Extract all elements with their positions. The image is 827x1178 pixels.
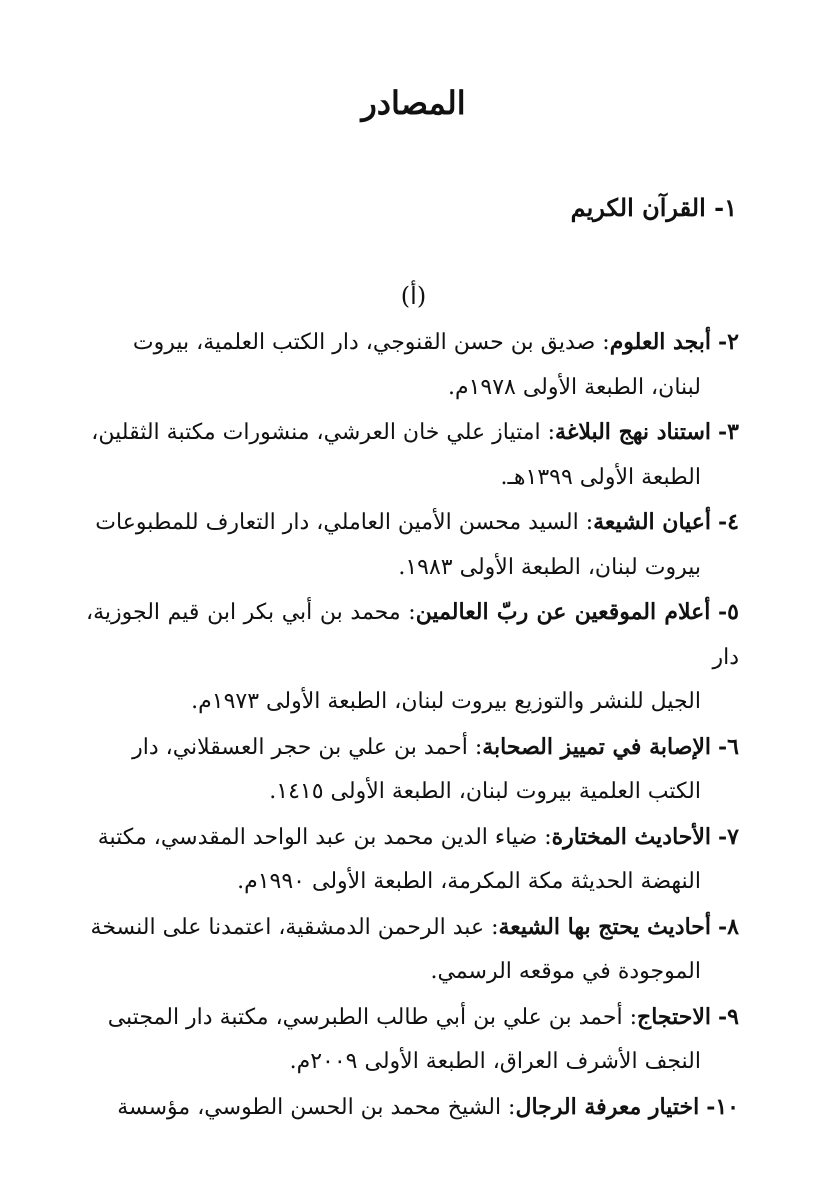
entry-continuation: الجيل للنشر والتوزيع بيروت لبنان، الطبعة الأولى ١٩٧٣م. [191, 689, 701, 714]
section-letter-heading: (أ) [400, 282, 427, 310]
entry-number: ٥- [718, 599, 739, 625]
reference-entry [86, 320, 739, 410]
entry-details: : أحمد بن علي بن أبي طالب الطبرسي، مكتبة دار المجتبى [107, 1004, 638, 1030]
reference-entry [86, 410, 739, 500]
entry-book-title: اختيار معرفة الرجال [515, 1093, 700, 1120]
entry-number: ٧- [718, 823, 739, 850]
entry-details: : محمد بن أبي بكر ابن قيم الجوزية، دار [86, 600, 739, 670]
entry-number: ١٠- [706, 1093, 739, 1120]
reference-entry [86, 815, 739, 905]
first-reference-quran: ١- القرآن الكريم [570, 193, 737, 222]
entry-book-title: أبجد العلوم [609, 329, 712, 355]
reference-entry [86, 905, 739, 995]
entry-continuation: الطبعة الأولى ١٣٩٩هـ. [500, 464, 701, 490]
entry-number: ٤- [718, 509, 739, 535]
entry-number: ٢- [718, 329, 739, 355]
entry-number: ٣- [718, 419, 739, 445]
page-title: المصادر [361, 84, 466, 122]
entry-continuation: لبنان، الطبعة الأولى ١٩٧٨م. [447, 374, 701, 400]
reference-entry [86, 500, 739, 590]
reference-entry [86, 590, 739, 725]
entry-book-title: الاحتجاج [637, 1003, 712, 1030]
entry-details: : أحمد بن علي بن حجر العسقلاني، دار [132, 734, 483, 760]
entry-details: : السيد محسن الأمين العاملي، دار التعارف للمطبوعات [95, 510, 594, 535]
entry-continuation: النهضة الحديثة مكة المكرمة، الطبعة الأولى ١٩٩٠م. [237, 869, 701, 894]
entry-details: : صديق بن حسن القنوجي، دار الكتب العلمية، بيروت [132, 330, 610, 355]
entry-continuation: بيروت لبنان، الطبعة الأولى ١٩٨٣. [398, 554, 701, 580]
entry-number: ٨- [718, 913, 739, 940]
entry-details: : عبد الرحمن الدمشقية، اعتمدنا على النسخة [90, 914, 499, 940]
references-list [86, 320, 739, 1130]
entry-continuation: الموجودة في موقعه الرسمي. [430, 959, 701, 984]
entry-continuation: النجف الأشرف العراق، الطبعة الأولى ٢٠٠٩م. [289, 1049, 701, 1074]
reference-entry [86, 995, 739, 1085]
reference-entry [86, 1085, 739, 1131]
entry-book-title: الإصابة في تمييز الصحابة [482, 733, 712, 760]
entry-details: : امتياز علي خان العرشي، منشورات مكتبة الثقلين، [91, 420, 556, 445]
entry-continuation: الكتب العلمية بيروت لبنان، الطبعة الأولى ١٤١٥. [269, 779, 701, 804]
entry-number: ٦- [718, 733, 739, 760]
entry-book-title: الأحاديث المختارة [551, 823, 712, 850]
entry-book-title: أعلام الموقعين عن ربّ العالمين [415, 599, 711, 625]
entry-details: : الشيخ محمد بن الحسن الطوسي، مؤسسة [117, 1094, 516, 1120]
entry-details: : ضياء الدين محمد بن عبد الواحد المقدسي، مكتبة [97, 824, 552, 850]
entry-book-title: استناد نهج البلاغة [555, 419, 712, 445]
entry-book-title: أعيان الشيعة [593, 509, 712, 535]
entry-book-title: أحاديث يحتج بها الشيعة [498, 913, 712, 940]
entry-number: ٩- [718, 1003, 739, 1030]
reference-entry [86, 725, 739, 815]
